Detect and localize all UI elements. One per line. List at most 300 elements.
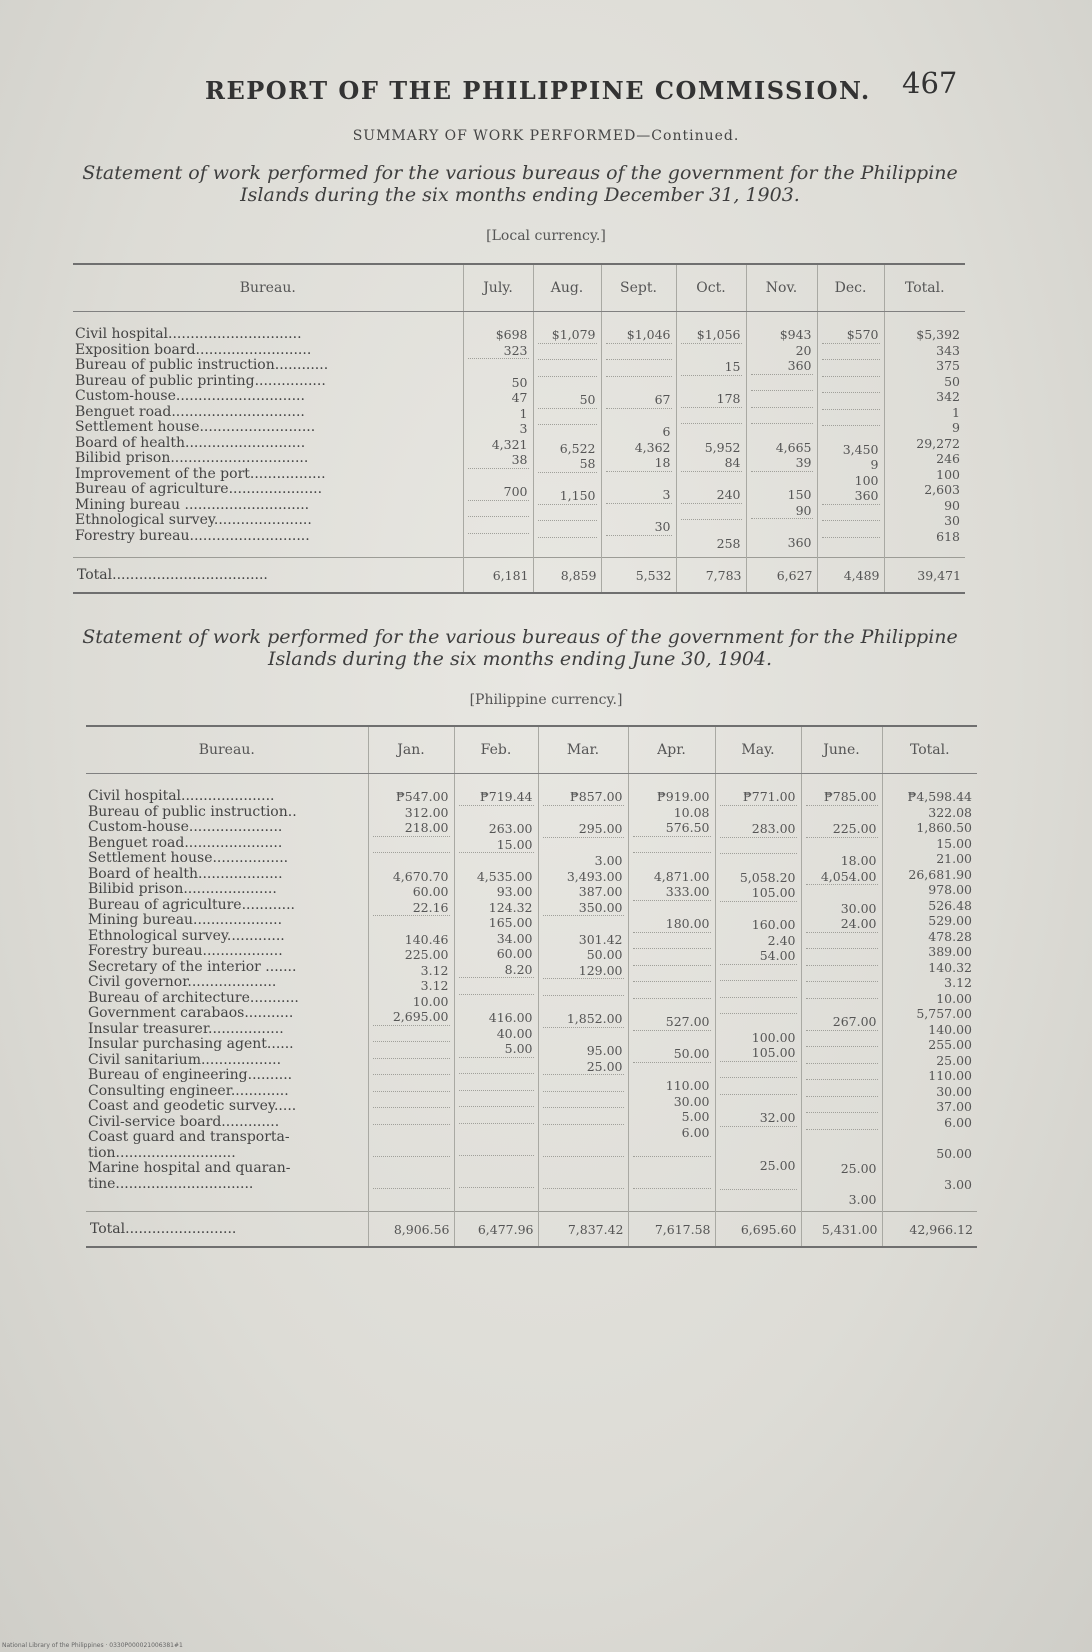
value-cell: 8.20 (504, 961, 533, 977)
value-cell: 6 (662, 424, 671, 439)
value-cell: 301.42 (578, 931, 623, 947)
value-cell: $1,046 (626, 327, 671, 342)
value-cell: $1,079 (551, 327, 596, 342)
value-cell: 38 (511, 452, 528, 467)
bureau-label: Bureau of public instruction.. (88, 804, 297, 820)
value-cell (681, 375, 742, 392)
bureau-label: Insular treasurer................. (88, 1021, 284, 1037)
value-cell: 5.00 (504, 1041, 533, 1056)
value-cell: 15.00 (496, 836, 533, 852)
value-cell: ₱547.00 (395, 789, 449, 804)
bureau-label: Board of health................... (88, 866, 283, 882)
value-cell (459, 1057, 534, 1074)
value-cell: 3.12 (420, 962, 449, 978)
total-value: 4,489 (817, 558, 884, 594)
value-cell: 39 (795, 455, 812, 470)
value-cell: 343 (936, 342, 960, 358)
value-cell (633, 965, 711, 982)
bureau-label: Mining bureau.................... (88, 913, 283, 928)
value-cell: $943 (779, 327, 812, 342)
value-cell (606, 343, 672, 360)
bureau-label: Bilibid prison............................... (75, 451, 309, 466)
value-cell: 37.00 (936, 1099, 972, 1114)
value-cell (543, 1074, 624, 1091)
value-cell (606, 535, 672, 552)
value-cell: 267.00 (832, 1014, 877, 1029)
value-cell: 21.00 (936, 851, 972, 866)
value-cell (633, 1062, 711, 1079)
column-header: May. (715, 726, 801, 774)
value-cell: 10.08 (673, 804, 710, 820)
value-cell (720, 980, 797, 997)
value-cell: 30.00 (936, 1083, 972, 1099)
value-cell: 50.00 (673, 1046, 710, 1061)
month-column (882, 774, 977, 1212)
library-footer: National Library of the Philippines · 0330P000021006381#1 (2, 1642, 183, 1649)
value-cell: ₱719.44 (479, 789, 533, 804)
value-cell: 165.00 (488, 915, 533, 930)
value-cell: 527.00 (665, 1014, 710, 1029)
bureau-label: Benguet road...................... (88, 835, 283, 851)
month-column (368, 774, 454, 1212)
value-cell (468, 358, 529, 375)
value-cell: 10.00 (412, 993, 449, 1009)
value-cell: 54.00 (759, 948, 796, 963)
value-cell: 3.12 (944, 975, 972, 990)
value-cell (459, 1073, 534, 1090)
value-cell (822, 504, 880, 521)
column-header: Oct. (676, 264, 746, 312)
column-header: Aug. (533, 264, 601, 312)
value-cell: 218.00 (404, 820, 449, 835)
value-cell: 225.00 (832, 821, 877, 836)
value-cell (720, 1126, 797, 1143)
value-cell (806, 965, 878, 982)
value-cell (538, 376, 597, 393)
report-title: REPORT OF THE PHILIPPINE COMMISSION. (205, 76, 871, 105)
value-cell: 1,852.00 (566, 1011, 623, 1026)
value-cell: 110.00 (665, 1078, 710, 1093)
value-cell: 1 (519, 405, 528, 421)
value-cell: 29,272 (916, 435, 960, 451)
value-cell: 140.32 (928, 959, 972, 975)
value-cell: 3.12 (420, 978, 449, 993)
value-cell (468, 516, 529, 533)
value-cell: 3 (519, 421, 528, 436)
value-cell (543, 915, 624, 932)
value-cell (751, 407, 813, 424)
value-cell: 3,450 (842, 441, 879, 457)
value-cell (633, 836, 711, 853)
value-cell: 225.00 (404, 947, 449, 962)
value-cell (681, 471, 742, 488)
value-cell: 4,054.00 (820, 868, 877, 884)
value-cell: 700 (503, 484, 528, 499)
value-cell (633, 1188, 711, 1205)
value-cell (459, 1187, 534, 1204)
value-cell (543, 1188, 624, 1205)
value-cell: 529.00 (928, 913, 972, 928)
value-cell (720, 1189, 797, 1206)
page-number: 467 (902, 66, 958, 100)
total-value: 39,471 (884, 558, 965, 594)
total-value: 42,966.12 (882, 1212, 977, 1248)
value-cell: 312.00 (404, 804, 449, 820)
value-cell: 50.00 (936, 1145, 972, 1161)
month-column (454, 774, 538, 1212)
column-header: Bureau. (73, 264, 463, 312)
value-cell (633, 981, 711, 998)
value-cell (633, 852, 711, 869)
value-cell (822, 343, 880, 360)
value-cell (720, 964, 797, 981)
value-cell (720, 1094, 797, 1111)
value-cell: 360 (787, 534, 812, 550)
value-cell (806, 1063, 878, 1080)
bureau-label: Benguet road.............................. (75, 404, 305, 420)
total-value: 5,532 (601, 558, 676, 594)
bureau-label: Bureau of architecture........... (88, 990, 299, 1006)
value-cell (543, 1156, 624, 1173)
value-cell: 4,670.70 (392, 868, 449, 884)
value-cell (606, 471, 672, 488)
value-cell (681, 343, 742, 360)
value-cell: 100.00 (751, 1029, 796, 1045)
value-cell (681, 503, 742, 520)
column-header: Nov. (746, 264, 817, 312)
bureau-label: Civil-service board............. (88, 1114, 280, 1130)
value-cell: ₱771.00 (742, 789, 796, 804)
bureau-label: Board of health........................... (75, 435, 306, 451)
month-column (463, 312, 533, 558)
value-cell (806, 837, 878, 854)
month-column (601, 312, 676, 558)
value-cell (543, 805, 624, 822)
column-header: June. (801, 726, 882, 774)
value-cell (538, 537, 597, 554)
value-cell (468, 468, 529, 485)
bureau-label: Ethnological survey............. (88, 928, 285, 944)
bureau-label: Coast guard and transporta-tion........................... (88, 1130, 290, 1161)
value-cell: 30.00 (840, 900, 877, 916)
value-cell: 4,362 (634, 439, 671, 455)
month-column (676, 312, 746, 558)
value-cell (806, 884, 878, 901)
value-cell: 84 (724, 455, 741, 470)
value-cell (459, 852, 534, 869)
value-cell: 25.00 (759, 1157, 796, 1173)
value-cell: 140.46 (404, 931, 449, 947)
bureau-label: Bureau of agriculture............ (88, 897, 295, 913)
value-cell: 90 (944, 497, 960, 513)
value-cell: 2.40 (767, 932, 796, 948)
value-cell: 4,665 (775, 439, 812, 455)
value-cell (806, 1129, 878, 1146)
month-column (533, 312, 601, 558)
value-cell (822, 520, 880, 537)
value-cell: 30.00 (673, 1093, 710, 1109)
summary-heading: SUMMARY OF WORK PERFORMED—Continued. (352, 128, 740, 144)
value-cell: 50 (579, 392, 596, 407)
value-cell (751, 518, 813, 535)
value-cell (459, 1106, 534, 1123)
value-cell: 350.00 (578, 899, 623, 915)
value-cell (720, 901, 797, 918)
bureau-label: Civil sanitarium.................. (88, 1052, 282, 1068)
value-cell (538, 472, 597, 489)
value-cell: 322.08 (928, 804, 972, 820)
value-cell (543, 978, 624, 995)
month-column (801, 774, 882, 1212)
column-header: Bureau. (86, 726, 368, 774)
value-cell: ₱4,598.44 (907, 789, 972, 804)
value-cell: 20 (795, 342, 812, 358)
month-column (538, 774, 628, 1212)
bureau-label: Bureau of agriculture..................... (75, 482, 323, 497)
value-cell (806, 1079, 878, 1096)
value-cell: 60.00 (496, 946, 533, 961)
value-cell: 100 (854, 472, 879, 488)
column-header: Total. (882, 726, 977, 774)
bureau-label: Bilibid prison..................... (88, 882, 277, 897)
value-cell: 526.48 (928, 897, 972, 913)
value-cell: 3.00 (944, 1176, 972, 1192)
value-cell: 24.00 (840, 916, 877, 931)
value-cell (633, 998, 711, 1015)
value-cell: 10.00 (936, 990, 972, 1006)
value-cell: 3,493.00 (566, 868, 623, 884)
value-cell (543, 1107, 624, 1124)
value-cell (459, 1155, 534, 1172)
value-cell (806, 1046, 878, 1063)
value-cell (720, 837, 797, 854)
value-cell (681, 407, 742, 424)
value-cell (806, 948, 878, 965)
value-cell (373, 1188, 450, 1205)
value-cell (822, 425, 880, 442)
value-cell: 263.00 (488, 821, 533, 836)
month-column (746, 312, 817, 558)
value-cell (459, 977, 534, 994)
value-cell (538, 424, 597, 441)
value-cell: 105.00 (751, 1045, 796, 1060)
total-value: 6,695.60 (715, 1212, 801, 1248)
value-cell (606, 408, 672, 425)
value-cell: 6.00 (944, 1114, 972, 1130)
bureau-label: Consulting engineer............. (88, 1083, 289, 1099)
value-cell (720, 853, 797, 870)
value-cell: 15 (724, 359, 741, 374)
value-cell: 15.00 (936, 835, 972, 851)
value-cell: 60.00 (412, 884, 449, 899)
value-cell (373, 1041, 450, 1058)
bureau-label: Exposition board.......................... (75, 342, 312, 358)
value-cell: ₱919.00 (656, 789, 710, 804)
value-cell: 3.00 (594, 853, 623, 868)
statement-1-line-1: Statement of work performed for the various bureaus of the government for the Philippine (82, 162, 958, 184)
value-cell: 255.00 (928, 1037, 972, 1052)
month-column (884, 312, 965, 558)
bureau-label: Settlement house................. (88, 851, 289, 866)
value-cell: 9 (870, 457, 879, 472)
value-cell (681, 423, 742, 440)
value-cell: 110.00 (928, 1068, 972, 1083)
value-cell (468, 533, 529, 550)
value-cell: 2,603 (924, 482, 960, 497)
month-column (628, 774, 715, 1212)
value-cell (720, 1077, 797, 1094)
total-value: 7,837.42 (538, 1212, 628, 1248)
value-cell (633, 1030, 711, 1047)
value-cell (822, 376, 880, 393)
value-cell (606, 376, 672, 393)
value-cell (373, 1025, 450, 1042)
statement-2 (60, 626, 980, 670)
bureau-label: Improvement of the port................. (75, 466, 326, 482)
total-value: 7,617.58 (628, 1212, 715, 1248)
value-cell: 5,757.00 (916, 1006, 972, 1021)
value-cell: 40.00 (496, 1025, 533, 1041)
value-cell (822, 537, 880, 554)
value-cell (373, 836, 450, 853)
value-cell (806, 932, 878, 949)
value-cell: 100 (936, 466, 960, 482)
value-cell: 360 (787, 358, 812, 373)
value-cell (543, 995, 624, 1012)
value-cell (806, 805, 878, 822)
value-cell: 50.00 (586, 947, 623, 962)
value-cell (822, 409, 880, 426)
work-table-december-1903 (73, 263, 965, 594)
value-cell: 618 (936, 528, 960, 544)
statement-1-line-2: Islands during the six months ending December 31, 1903. (240, 184, 800, 206)
value-cell (633, 932, 711, 949)
bureau-label: Civil hospital.............................. (75, 327, 302, 342)
value-cell: 258 (716, 535, 741, 551)
value-cell: 4,871.00 (653, 868, 710, 884)
value-cell: 240 (716, 487, 741, 502)
value-cell: 6.00 (681, 1124, 710, 1140)
total-value: 6,627 (746, 558, 817, 594)
value-cell: 180.00 (665, 916, 710, 931)
value-cell: 25.00 (840, 1160, 877, 1176)
value-cell (538, 504, 597, 521)
value-cell: 50 (511, 374, 528, 390)
value-cell: 295.00 (578, 821, 623, 836)
value-cell (373, 915, 450, 932)
value-cell (543, 1091, 624, 1108)
value-cell: 2,695.00 (392, 1009, 449, 1024)
value-cell (806, 998, 878, 1015)
value-cell: 105.00 (751, 885, 796, 900)
value-cell: 360 (854, 488, 879, 503)
value-cell: ₱857.00 (569, 789, 623, 804)
bureau-label: Bureau of public printing................ (75, 373, 326, 389)
column-header: Apr. (628, 726, 715, 774)
value-cell: 1,860.50 (916, 820, 972, 835)
value-cell: $5,392 (916, 327, 960, 342)
value-cell: 387.00 (578, 884, 623, 899)
total-value: 8,859 (533, 558, 601, 594)
value-cell (633, 1156, 711, 1173)
value-cell: 6,522 (559, 440, 596, 456)
value-cell: 9 (952, 420, 960, 435)
value-cell: 375 (936, 358, 960, 373)
value-cell (373, 1091, 450, 1108)
value-cell (751, 423, 813, 440)
value-cell (720, 1061, 797, 1078)
value-cell (606, 359, 672, 376)
total-label: Total................................... (73, 558, 463, 594)
value-cell: 18.00 (840, 853, 877, 868)
value-cell: 47 (511, 390, 528, 405)
value-cell: 178 (716, 391, 741, 406)
value-cell: 389.00 (928, 944, 972, 959)
bureau-label: Government carabaos........... (88, 1006, 294, 1021)
value-cell: 4,321 (491, 436, 528, 452)
value-cell: 1,150 (559, 488, 596, 503)
value-cell (720, 805, 797, 822)
value-cell (806, 1030, 878, 1047)
bureau-label: Coast and geodetic survey..... (88, 1099, 297, 1114)
value-cell: 58 (579, 456, 596, 471)
value-cell: 978.00 (928, 882, 972, 897)
bureau-label: Ethnological survey...................... (75, 513, 312, 528)
value-cell (468, 500, 529, 517)
value-cell (459, 1123, 534, 1140)
value-cell: 3 (662, 487, 671, 502)
value-cell (373, 852, 450, 869)
value-cell: 25.00 (586, 1058, 623, 1074)
statement-1 (60, 162, 980, 206)
bureau-label: Custom-house..................... (88, 820, 283, 835)
column-header: Dec. (817, 264, 884, 312)
value-cell: 93.00 (496, 884, 533, 899)
value-cell: 283.00 (751, 821, 796, 836)
value-cell: 34.00 (496, 930, 533, 946)
value-cell (538, 343, 597, 360)
value-cell (373, 1107, 450, 1124)
value-cell (538, 359, 597, 376)
value-cell: 26,681.90 (908, 866, 972, 882)
bureau-label: Secretary of the interior ....... (88, 959, 297, 975)
value-cell: 30 (654, 519, 671, 534)
value-cell: 478.28 (928, 928, 972, 944)
value-cell: 323 (503, 342, 528, 358)
value-cell: 95.00 (586, 1043, 623, 1058)
value-cell (751, 374, 813, 391)
bureau-label: Custom-house............................. (75, 389, 305, 404)
value-cell: 50 (944, 373, 960, 389)
value-cell (681, 519, 742, 536)
value-cell: 150 (787, 487, 812, 502)
value-cell (543, 1027, 624, 1044)
value-cell: $570 (846, 327, 879, 342)
value-cell: 18 (654, 455, 671, 470)
total-value: 8,906.56 (368, 1212, 454, 1248)
value-cell (373, 1156, 450, 1173)
total-value: 6,181 (463, 558, 533, 594)
value-cell (806, 981, 878, 998)
bureau-label: Bureau of engineering.......... (88, 1068, 293, 1083)
value-cell: 25.00 (936, 1052, 972, 1068)
value-cell (633, 900, 711, 917)
value-cell (373, 1074, 450, 1091)
value-cell (543, 1124, 624, 1141)
column-header: Sept. (601, 264, 676, 312)
bureau-label: Bureau of public instruction............ (75, 358, 329, 373)
month-column (715, 774, 801, 1212)
